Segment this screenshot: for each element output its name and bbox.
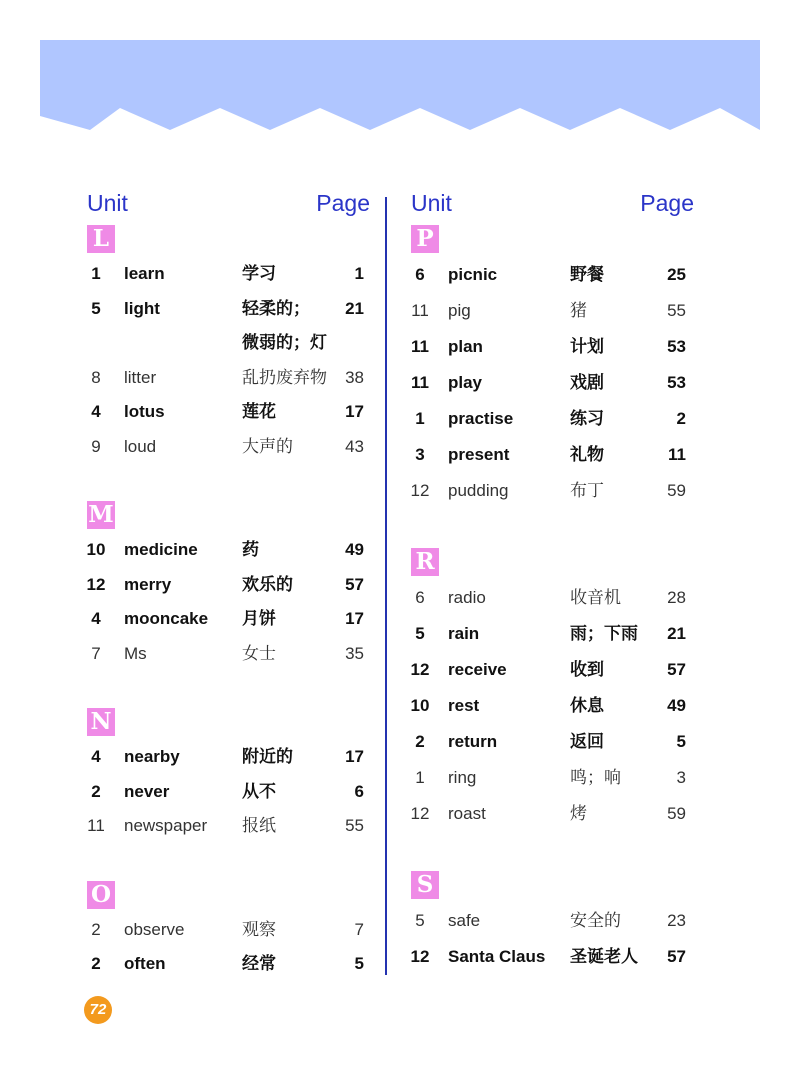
- page-ref: 17: [345, 747, 364, 766]
- unit-number: 8: [91, 367, 101, 387]
- page-ref: 2: [676, 409, 686, 428]
- chinese-meaning: 礼物: [570, 445, 604, 464]
- chinese-meaning: 莲花: [242, 402, 276, 421]
- unit-number: 10: [86, 540, 106, 559]
- page-ref: 28: [667, 588, 686, 607]
- page-ref: 35: [345, 643, 364, 663]
- unit-number: 1: [415, 409, 425, 428]
- page-ref: 53: [667, 373, 686, 392]
- section-letter-row: [84, 705, 374, 740]
- vocab-row: [84, 533, 374, 568]
- english-word: litter: [124, 367, 157, 387]
- vocab-row: [84, 257, 374, 292]
- english-word: loud: [124, 436, 157, 456]
- page-ref: 21: [667, 624, 686, 643]
- english-word: mooncake: [124, 609, 209, 628]
- vocab-row: [408, 796, 698, 832]
- english-word: return: [448, 732, 498, 751]
- page-ref: 11: [668, 445, 686, 464]
- chinese-meaning: 圣诞老人: [570, 947, 638, 966]
- unit-number: 7: [91, 643, 101, 663]
- vocab-row: [84, 361, 374, 396]
- chinese-meaning: 戏剧: [570, 373, 604, 392]
- chinese-meaning: 收音机: [570, 588, 621, 607]
- english-word: Ms: [124, 643, 147, 663]
- unit-number: 12: [410, 660, 430, 679]
- page-ref: 53: [667, 337, 686, 356]
- unit-number: 2: [91, 781, 101, 801]
- vocab-row: [408, 257, 698, 293]
- page-ref: 17: [345, 609, 364, 628]
- page-header: Page: [316, 190, 370, 216]
- unit-number: 2: [91, 954, 101, 973]
- english-word: never: [124, 781, 170, 801]
- vocab-row: [84, 913, 374, 948]
- section-letter-m: M: [88, 501, 114, 528]
- vocab-row: [84, 947, 374, 982]
- left-column-header: [84, 190, 374, 222]
- vocab-row: [408, 401, 698, 437]
- chinese-meaning: 雨；下雨: [570, 624, 638, 643]
- page-ref: 3: [676, 768, 686, 787]
- unit-number: 4: [91, 609, 101, 628]
- unit-number: 2: [415, 732, 425, 751]
- page-ref: 49: [345, 540, 364, 559]
- unit-number: 12: [410, 947, 430, 966]
- chinese-meaning: 乱扔废弃物: [242, 367, 327, 387]
- section-letter-row: [408, 545, 698, 580]
- header-banner: [40, 40, 760, 132]
- chinese-meaning: 观察: [242, 919, 276, 939]
- section-letter-row: [84, 498, 374, 533]
- vocab-row: [84, 775, 374, 810]
- page-ref: 17: [345, 402, 364, 421]
- page-ref: 1: [354, 264, 364, 283]
- chinese-meaning: 轻柔的；: [242, 298, 310, 318]
- vocab-row: [84, 292, 374, 327]
- page-ref: 5: [676, 732, 686, 751]
- zigzag-banner-shape: [40, 40, 760, 130]
- section-letter-n: N: [87, 708, 115, 736]
- unit-number: 12: [86, 574, 106, 594]
- english-word: rest: [448, 696, 480, 715]
- english-word: present: [448, 445, 510, 464]
- page-ref: 43: [345, 436, 364, 456]
- vocab-row: [408, 616, 698, 652]
- vocab-row: [408, 724, 698, 760]
- vocab-row: [408, 903, 698, 939]
- page-ref: 59: [667, 804, 686, 823]
- page-ref: 23: [667, 911, 686, 930]
- vocab-row: [408, 760, 698, 796]
- chinese-meaning: 鸣；响: [570, 768, 621, 787]
- column-divider: [385, 197, 387, 975]
- chinese-meaning: 经常: [242, 954, 276, 973]
- english-word: medicine: [124, 540, 198, 559]
- unit-number: 12: [410, 481, 430, 500]
- left-column: [84, 190, 374, 982]
- vocab-row: [408, 939, 698, 975]
- unit-number: 3: [415, 445, 425, 464]
- section-spacer: [408, 509, 698, 545]
- page-ref: 57: [667, 947, 686, 966]
- unit-number: 12: [410, 804, 430, 823]
- english-word: nearby: [124, 747, 180, 766]
- chinese-meaning: 猪: [570, 301, 587, 320]
- vocab-row: [84, 637, 374, 672]
- chinese-meaning: 返回: [570, 732, 604, 751]
- chinese-meaning: 野餐: [570, 265, 604, 284]
- vocab-row: [84, 809, 374, 844]
- english-word: light: [124, 298, 160, 318]
- vocab-row: [84, 568, 374, 603]
- page-ref: 25: [667, 265, 686, 284]
- vocab-row: [408, 688, 698, 724]
- section-spacer: [408, 832, 698, 868]
- chinese-meaning: 附近的: [242, 747, 293, 766]
- chinese-meaning: 学习: [242, 264, 276, 283]
- vocab-row: [408, 473, 698, 509]
- unit-number: 5: [415, 624, 425, 643]
- section-spacer: [84, 844, 374, 878]
- unit-number: 2: [91, 919, 101, 939]
- english-word: ring: [448, 768, 477, 787]
- chinese-meaning: 药: [242, 540, 259, 559]
- vocab-row: [84, 430, 374, 465]
- page-ref: 6: [354, 781, 364, 801]
- section-letter-row: [84, 222, 374, 257]
- page-ref: 57: [345, 574, 364, 594]
- page-ref: 55: [667, 301, 686, 320]
- english-word: play: [448, 373, 483, 392]
- section-spacer: [84, 464, 374, 498]
- unit-number: 5: [415, 911, 425, 930]
- english-word: receive: [448, 660, 507, 679]
- chinese-meaning: 女士: [242, 643, 276, 663]
- vocab-row: [408, 580, 698, 616]
- english-word: observe: [124, 919, 185, 939]
- english-word: picnic: [448, 265, 498, 284]
- chinese-meaning: 微弱的；灯: [242, 333, 327, 352]
- chinese-meaning: 安全的: [570, 911, 621, 930]
- unit-number: 11: [411, 373, 429, 392]
- section-letter-l: L: [87, 225, 115, 253]
- unit-header: Unit: [411, 190, 452, 216]
- chinese-meaning: 布丁: [570, 481, 604, 500]
- vocab-row: [408, 365, 698, 401]
- page-ref: 21: [345, 298, 364, 318]
- chinese-meaning: 从不: [242, 781, 276, 801]
- unit-number: 11: [411, 337, 429, 356]
- page-ref: 55: [345, 816, 364, 835]
- unit-number: 6: [415, 588, 425, 607]
- unit-number: 9: [91, 436, 101, 456]
- english-word: Santa Claus: [448, 947, 546, 966]
- unit-number: 4: [91, 402, 101, 421]
- page-ref: 57: [667, 660, 686, 679]
- english-word: rain: [448, 624, 480, 643]
- chinese-meaning: 报纸: [242, 816, 276, 835]
- section-letter-r: R: [411, 548, 439, 576]
- english-word: radio: [448, 588, 486, 607]
- unit-number: 10: [410, 696, 430, 715]
- english-word: pig: [448, 301, 471, 320]
- page-header: Page: [640, 190, 694, 216]
- unit-header: Unit: [87, 190, 128, 216]
- vocab-row: [84, 602, 374, 637]
- vocab-row: [84, 740, 374, 775]
- chinese-meaning: 欢乐的: [242, 574, 293, 594]
- english-word: newspaper: [124, 816, 208, 835]
- english-word: practise: [448, 409, 514, 428]
- chinese-meaning: 大声的: [242, 436, 293, 456]
- vocab-row: [408, 293, 698, 329]
- page-number-badge: 72: [84, 996, 112, 1024]
- english-word: merry: [124, 574, 172, 594]
- section-spacer: [84, 671, 374, 705]
- right-column-header: [408, 190, 698, 222]
- vocab-row: [84, 326, 374, 361]
- page-ref: 7: [354, 919, 364, 939]
- chinese-meaning: 收到: [570, 660, 604, 679]
- english-word: roast: [448, 804, 486, 823]
- chinese-meaning: 休息: [570, 696, 604, 715]
- section-letter-p: P: [411, 225, 439, 253]
- page-ref: 5: [354, 954, 364, 973]
- vocab-row: [84, 395, 374, 430]
- page-ref: 49: [667, 696, 686, 715]
- unit-number: 1: [91, 264, 101, 283]
- unit-number: 4: [91, 747, 101, 766]
- right-column: [408, 190, 698, 975]
- chinese-meaning: 烤: [570, 804, 587, 823]
- vocab-row: [408, 437, 698, 473]
- unit-number: 11: [411, 301, 429, 320]
- english-word: often: [124, 954, 166, 973]
- section-letter-row: [84, 878, 374, 913]
- english-word: learn: [124, 264, 165, 283]
- page-ref: 38: [345, 367, 364, 387]
- unit-number: 6: [415, 265, 425, 284]
- section-letter-o: O: [87, 881, 115, 909]
- section-letter-row: [408, 868, 698, 903]
- section-letter-s: S: [411, 871, 439, 899]
- unit-number: 11: [87, 816, 105, 835]
- english-word: lotus: [124, 402, 165, 421]
- unit-number: 1: [415, 768, 425, 787]
- chinese-meaning: 计划: [570, 337, 604, 356]
- chinese-meaning: 练习: [570, 409, 604, 428]
- english-word: pudding: [448, 481, 509, 500]
- page-ref: 59: [667, 481, 686, 500]
- vocab-row: [408, 329, 698, 365]
- english-word: safe: [448, 911, 481, 930]
- vocab-row: [408, 652, 698, 688]
- english-word: plan: [448, 337, 483, 356]
- unit-number: 5: [91, 298, 101, 318]
- chinese-meaning: 月饼: [242, 609, 276, 628]
- section-letter-row: [408, 222, 698, 257]
